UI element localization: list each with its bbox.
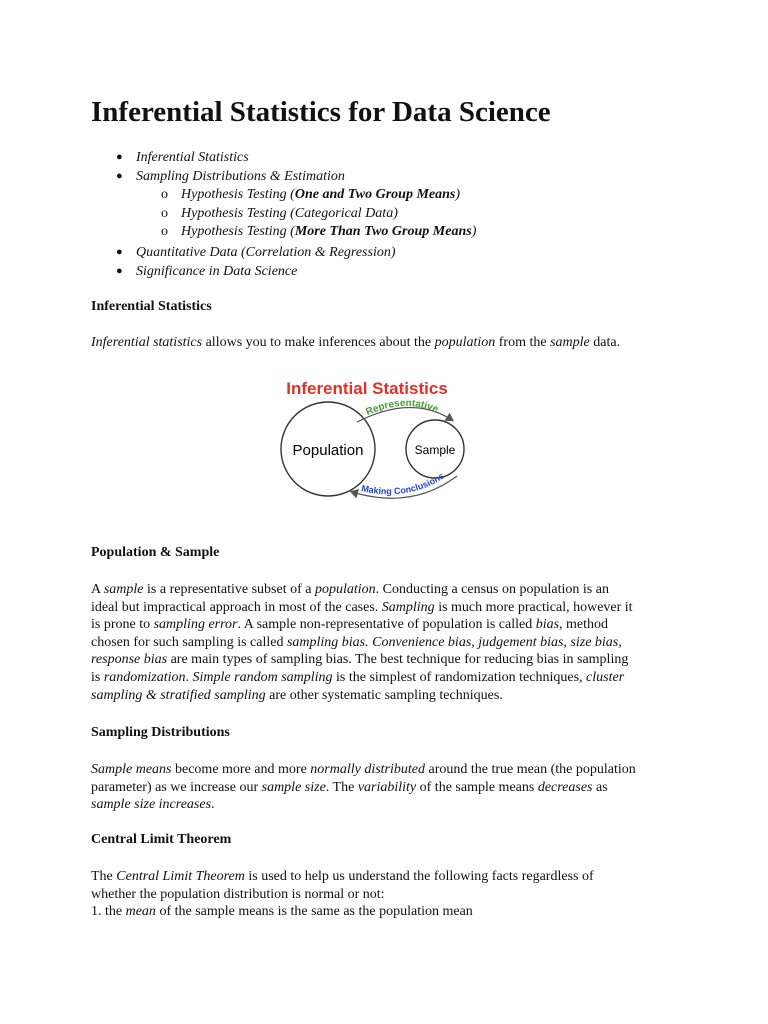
text-run: is much more practical, however it xyxy=(434,599,633,615)
paragraph-line xyxy=(91,599,681,617)
paragraph-line xyxy=(91,796,681,814)
toc-item-label: Quantitative Data (Correlation & Regression) xyxy=(136,245,396,260)
toc-item-quantitative-data[interactable] xyxy=(116,243,396,262)
emphasis-term: size bias xyxy=(570,634,619,650)
emphasis-term: sample xyxy=(550,335,590,350)
toc-subitem-categorical-data[interactable] xyxy=(161,204,398,223)
paragraph-sampling-distributions xyxy=(91,761,681,814)
text-run: A xyxy=(91,582,104,597)
sub-bullet-icon: o xyxy=(161,206,168,221)
sub-bullet-icon: o xyxy=(161,224,168,239)
text-run: , xyxy=(618,634,622,650)
emphasis-term: sample size increases xyxy=(91,797,212,813)
toc-subitem-label: Hypothesis Testing ( xyxy=(181,224,295,239)
toc-subitem-one-two-group-means[interactable] xyxy=(161,185,461,204)
text-run: as xyxy=(592,779,608,795)
population-label: Population xyxy=(292,442,364,459)
toc-item-label: Inferential Statistics xyxy=(136,150,249,165)
text-run: parameter) as we increase our xyxy=(91,779,262,795)
text-run: are other systematic sampling techniques. xyxy=(265,687,503,703)
text-run: . Conducting a census on population is an xyxy=(375,582,609,597)
text-run: 1. the xyxy=(91,904,126,920)
text-run: is prone to xyxy=(91,617,154,633)
emphasis-term: population xyxy=(314,582,376,597)
emphasis-term: Sample means xyxy=(91,762,172,777)
emphasis-term: mean xyxy=(125,904,156,920)
representative-label: Representative xyxy=(364,397,440,419)
text-run: of the sample means is the same as the population mean xyxy=(155,904,473,920)
toc-subitem-more-than-two-group-means[interactable] xyxy=(161,222,477,241)
paragraph-line xyxy=(91,581,681,599)
text-run: is xyxy=(91,669,104,685)
paragraph-inferential-statistics xyxy=(91,334,681,352)
text-run: allows you to make inferences about the xyxy=(202,335,435,350)
toc-subitem-emphasis: One and Two Group Means xyxy=(294,187,456,202)
paragraph-line xyxy=(91,868,681,886)
emphasis-term: sampling & stratified sampling xyxy=(91,687,266,703)
paragraph-population-sample xyxy=(91,581,681,704)
text-run: data. xyxy=(589,335,621,350)
text-run: become more and more xyxy=(171,762,311,777)
sample-label: Sample xyxy=(414,443,456,457)
toc-subitem-label: Hypothesis Testing (Categorical Data) xyxy=(181,206,398,221)
paragraph-line xyxy=(91,687,681,705)
paragraph-line xyxy=(91,334,681,352)
toc-item-significance[interactable] xyxy=(116,262,298,281)
paragraph-line xyxy=(91,669,681,687)
emphasis-term: response bias xyxy=(91,652,168,668)
toc-subitem-label-end: ) xyxy=(471,224,477,239)
emphasis-term: sample size xyxy=(261,779,326,795)
paragraph-line xyxy=(91,634,681,652)
paragraph-line xyxy=(91,779,681,797)
toc-item-label: Significance in Data Science xyxy=(136,264,298,279)
conclusions-label: Making Conclusions xyxy=(360,470,446,497)
text-run: The xyxy=(91,869,117,884)
toc-item-sampling-distributions[interactable] xyxy=(116,167,345,186)
text-run: is the simplest of randomization techniques, xyxy=(332,669,587,685)
emphasis-term: Inferential statistics xyxy=(91,335,203,350)
text-run: is a representative subset of a xyxy=(143,582,315,597)
emphasis-term: bias, xyxy=(535,617,563,633)
bullet-icon: ● xyxy=(116,151,123,163)
text-run: around the true mean (the population xyxy=(425,762,636,777)
toc-subitem-label: Hypothesis Testing ( xyxy=(181,187,295,202)
bullet-icon: ● xyxy=(116,170,123,182)
heading-inferential-statistics: Inferential Statistics xyxy=(91,299,212,314)
emphasis-term: sample xyxy=(103,582,144,597)
paragraph-line: whether the population distribution is normal or not: xyxy=(91,886,385,902)
emphasis-term: Simple random sampling xyxy=(192,669,333,685)
representative-label-text xyxy=(364,398,440,418)
bullet-icon: ● xyxy=(116,265,123,277)
heading-central-limit-theorem: Central Limit Theorem xyxy=(91,832,232,847)
text-run: . xyxy=(211,797,215,813)
text-run: is used to help us understand the following facts regardless of xyxy=(244,869,594,884)
emphasis-term: judgement bias xyxy=(478,634,564,650)
toc-item-label: Sampling Distributions & Estimation xyxy=(136,169,345,184)
emphasis-term: sampling error xyxy=(153,617,238,633)
inferential-statistics-diagram xyxy=(262,372,472,520)
emphasis-term: randomization xyxy=(103,669,186,685)
text-run: are main types of sampling bias. The best technique for reducing bias in sampling xyxy=(167,652,629,668)
paragraph-line xyxy=(91,616,681,634)
emphasis-term: Sampling xyxy=(381,599,435,615)
text-run: , xyxy=(471,634,479,650)
text-run: ideal but impractical approach in most of the cases. xyxy=(91,599,382,615)
text-run: . The xyxy=(325,779,358,795)
text-run: of the sample means xyxy=(416,779,538,795)
text-run: method xyxy=(562,617,609,633)
emphasis-term: sampling bias. Convenience bias xyxy=(286,634,472,650)
emphasis-term: decreases xyxy=(537,779,593,795)
emphasis-term: population xyxy=(434,335,496,350)
emphasis-term: Central Limit Theorem xyxy=(116,869,245,884)
bullet-icon: ● xyxy=(116,246,123,258)
text-run: , xyxy=(563,634,571,650)
emphasis-term: normally distributed xyxy=(310,762,426,777)
toc-subitem-label-end: ) xyxy=(455,187,461,202)
text-run: . A sample non-representative of population is called xyxy=(237,617,536,633)
diagram-title: Inferential Statistics xyxy=(286,379,448,398)
emphasis-term: variability xyxy=(357,779,417,795)
heading-population-sample: Population & Sample xyxy=(91,545,220,560)
text-run: from the xyxy=(495,335,551,350)
paragraph-line xyxy=(91,651,681,669)
emphasis-term: cluster xyxy=(586,669,625,685)
text-run: . xyxy=(185,669,193,685)
toc-subitem-emphasis: More Than Two Group Means xyxy=(294,224,472,239)
paragraph-central-limit-theorem xyxy=(91,868,681,921)
paragraph-line xyxy=(91,761,681,779)
heading-sampling-distributions: Sampling Distributions xyxy=(91,725,230,740)
paragraph-line xyxy=(91,903,681,921)
conclusions-label-text xyxy=(361,471,446,497)
text-run: chosen for such sampling is called xyxy=(91,634,287,650)
page-title: Inferential Statistics for Data Science xyxy=(91,96,551,128)
toc-item-inferential-statistics[interactable] xyxy=(116,148,249,167)
sub-bullet-icon: o xyxy=(161,187,168,202)
